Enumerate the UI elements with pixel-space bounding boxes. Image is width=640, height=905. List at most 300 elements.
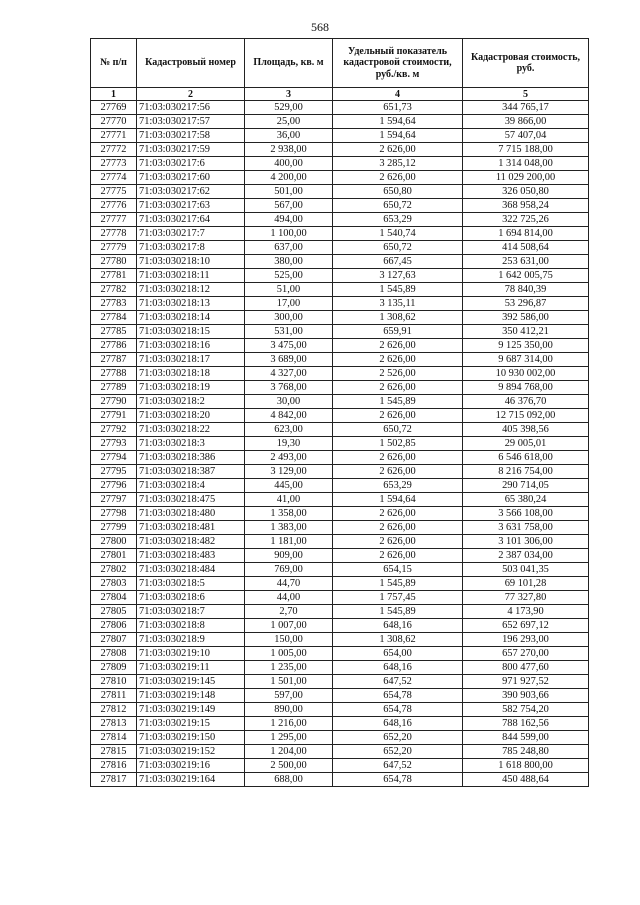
cell-row-number: 27813: [91, 717, 137, 731]
cell-row-number: 27817: [91, 773, 137, 787]
cell-row-number: 27776: [91, 199, 137, 213]
cell-cadastral-number: 71:03:030218:11: [137, 269, 245, 283]
cell-cadastral-number: 71:03:030218:481: [137, 521, 245, 535]
cell-cost: 652 697,12: [463, 619, 589, 633]
cell-area: 3 475,00: [245, 339, 333, 353]
cell-area: 44,00: [245, 591, 333, 605]
cell-cadastral-number: 71:03:030219:16: [137, 759, 245, 773]
cell-rate: 1 540,74: [333, 227, 463, 241]
cell-row-number: 27800: [91, 535, 137, 549]
cell-area: 1 216,00: [245, 717, 333, 731]
cell-area: 300,00: [245, 311, 333, 325]
cell-row-number: 27801: [91, 549, 137, 563]
cell-row-number: 27779: [91, 241, 137, 255]
table-row: [91, 731, 589, 745]
cell-row-number: 27789: [91, 381, 137, 395]
cell-area: 41,00: [245, 493, 333, 507]
table-row: [91, 535, 589, 549]
cell-rate: 653,29: [333, 213, 463, 227]
cell-cost: 503 041,35: [463, 563, 589, 577]
cell-area: 150,00: [245, 633, 333, 647]
cell-cadastral-number: 71:03:030217:64: [137, 213, 245, 227]
cell-row-number: 27770: [91, 115, 137, 129]
cell-row-number: 27775: [91, 185, 137, 199]
cell-cost: 326 050,80: [463, 185, 589, 199]
cell-cost: 69 101,28: [463, 577, 589, 591]
cell-row-number: 27799: [91, 521, 137, 535]
cell-rate: 650,72: [333, 423, 463, 437]
cell-cost: 6 546 618,00: [463, 451, 589, 465]
cell-cost: 9 687 314,00: [463, 353, 589, 367]
cell-cost: 253 631,00: [463, 255, 589, 269]
cell-area: 2 938,00: [245, 143, 333, 157]
cell-rate: 2 626,00: [333, 409, 463, 423]
cell-row-number: 27771: [91, 129, 137, 143]
cell-cost: 1 314 048,00: [463, 157, 589, 171]
cell-cost: 582 754,20: [463, 703, 589, 717]
cell-cadastral-number: 71:03:030219:149: [137, 703, 245, 717]
cell-cadastral-number: 71:03:030218:7: [137, 605, 245, 619]
cell-rate: 1 502,85: [333, 437, 463, 451]
cell-cadastral-number: 71:03:030219:150: [137, 731, 245, 745]
cell-cost: 1 618 800,00: [463, 759, 589, 773]
header-rate: Удельный показатель кадастровой стоимости, руб./кв. м: [333, 39, 463, 88]
cell-area: 1 007,00: [245, 619, 333, 633]
cell-rate: 652,20: [333, 731, 463, 745]
cell-cadastral-number: 71:03:030217:8: [137, 241, 245, 255]
cell-area: 909,00: [245, 549, 333, 563]
cell-row-number: 27780: [91, 255, 137, 269]
cell-cost: 8 216 754,00: [463, 465, 589, 479]
cell-rate: 2 626,00: [333, 143, 463, 157]
cell-row-number: 27782: [91, 283, 137, 297]
cell-rate: 650,72: [333, 199, 463, 213]
cell-cost: 657 270,00: [463, 647, 589, 661]
cell-cadastral-number: 71:03:030219:164: [137, 773, 245, 787]
cell-cadastral-number: 71:03:030218:17: [137, 353, 245, 367]
cell-row-number: 27814: [91, 731, 137, 745]
cell-cadastral-number: 71:03:030219:148: [137, 689, 245, 703]
cell-cost: 39 866,00: [463, 115, 589, 129]
cell-row-number: 27808: [91, 647, 137, 661]
cell-row-number: 27812: [91, 703, 137, 717]
cell-row-number: 27816: [91, 759, 137, 773]
cell-cadastral-number: 71:03:030218:8: [137, 619, 245, 633]
cell-rate: 3 285,12: [333, 157, 463, 171]
cell-rate: 2 626,00: [333, 521, 463, 535]
cell-area: 1 295,00: [245, 731, 333, 745]
cell-rate: 2 626,00: [333, 535, 463, 549]
cell-cadastral-number: 71:03:030218:483: [137, 549, 245, 563]
cell-cadastral-number: 71:03:030218:22: [137, 423, 245, 437]
cell-rate: 651,73: [333, 101, 463, 115]
table-row: [91, 605, 589, 619]
table-row: [91, 409, 589, 423]
table-row: [91, 213, 589, 227]
cell-row-number: 27802: [91, 563, 137, 577]
cell-cost: 800 477,60: [463, 661, 589, 675]
column-number: 4: [333, 88, 463, 101]
cell-area: 531,00: [245, 325, 333, 339]
cell-area: 2,70: [245, 605, 333, 619]
cell-cost: 290 714,05: [463, 479, 589, 493]
cell-area: 4 200,00: [245, 171, 333, 185]
table-row: [91, 311, 589, 325]
cell-rate: 2 526,00: [333, 367, 463, 381]
table-row: [91, 619, 589, 633]
table-row: [91, 745, 589, 759]
cell-area: 688,00: [245, 773, 333, 787]
cell-row-number: 27781: [91, 269, 137, 283]
cell-cost: 450 488,64: [463, 773, 589, 787]
cell-rate: 1 757,45: [333, 591, 463, 605]
cell-row-number: 27810: [91, 675, 137, 689]
cell-cadastral-number: 71:03:030219:11: [137, 661, 245, 675]
cell-rate: 654,00: [333, 647, 463, 661]
table-row: [91, 353, 589, 367]
table-row: [91, 199, 589, 213]
cell-cost: 2 387 034,00: [463, 549, 589, 563]
cell-area: 3 689,00: [245, 353, 333, 367]
cell-row-number: 27783: [91, 297, 137, 311]
cell-area: 17,00: [245, 297, 333, 311]
table-row: [91, 451, 589, 465]
cell-cost: 1 642 005,75: [463, 269, 589, 283]
cell-cost: 65 380,24: [463, 493, 589, 507]
cell-area: 597,00: [245, 689, 333, 703]
cell-cost: 78 840,39: [463, 283, 589, 297]
cell-rate: 2 626,00: [333, 465, 463, 479]
table-row: [91, 437, 589, 451]
cell-cost: 1 694 814,00: [463, 227, 589, 241]
table-row: [91, 521, 589, 535]
cell-row-number: 27809: [91, 661, 137, 675]
cell-cost: 10 930 002,00: [463, 367, 589, 381]
cell-cadastral-number: 71:03:030219:10: [137, 647, 245, 661]
table-row: [91, 549, 589, 563]
cell-row-number: 27795: [91, 465, 137, 479]
cell-row-number: 27807: [91, 633, 137, 647]
cell-cost: 9 125 350,00: [463, 339, 589, 353]
cell-area: 3 768,00: [245, 381, 333, 395]
table-row: [91, 703, 589, 717]
cell-area: 36,00: [245, 129, 333, 143]
cell-cost: 11 029 200,00: [463, 171, 589, 185]
header-cost: Кадастровая стоимость, руб.: [463, 39, 589, 88]
cell-area: 1 181,00: [245, 535, 333, 549]
cell-row-number: 27815: [91, 745, 137, 759]
cell-cost: 57 407,04: [463, 129, 589, 143]
page-number: 568: [311, 20, 329, 34]
cell-row-number: 27778: [91, 227, 137, 241]
cell-cadastral-number: 71:03:030217:62: [137, 185, 245, 199]
cell-rate: 1 545,89: [333, 605, 463, 619]
cell-row-number: 27798: [91, 507, 137, 521]
cell-row-number: 27786: [91, 339, 137, 353]
cell-cost: 350 412,21: [463, 325, 589, 339]
cell-area: 1 358,00: [245, 507, 333, 521]
cell-area: 1 501,00: [245, 675, 333, 689]
cell-area: 494,00: [245, 213, 333, 227]
cell-rate: 650,80: [333, 185, 463, 199]
cell-area: 380,00: [245, 255, 333, 269]
cell-cadastral-number: 71:03:030218:16: [137, 339, 245, 353]
cell-cadastral-number: 71:03:030218:2: [137, 395, 245, 409]
cell-cadastral-number: 71:03:030218:6: [137, 591, 245, 605]
cell-row-number: 27774: [91, 171, 137, 185]
cell-rate: 654,15: [333, 563, 463, 577]
cell-cost: 4 173,90: [463, 605, 589, 619]
cell-cadastral-number: 71:03:030217:6: [137, 157, 245, 171]
cell-rate: 2 626,00: [333, 339, 463, 353]
cell-rate: 653,29: [333, 479, 463, 493]
cell-cadastral-number: 71:03:030217:57: [137, 115, 245, 129]
cell-rate: 1 594,64: [333, 115, 463, 129]
cell-cadastral-number: 71:03:030217:56: [137, 101, 245, 115]
cell-cost: 322 725,26: [463, 213, 589, 227]
cell-cadastral-number: 71:03:030218:19: [137, 381, 245, 395]
cell-cadastral-number: 71:03:030218:14: [137, 311, 245, 325]
cell-row-number: 27788: [91, 367, 137, 381]
cell-cadastral-number: 71:03:030218:18: [137, 367, 245, 381]
cell-cadastral-number: 71:03:030218:9: [137, 633, 245, 647]
cell-cost: 3 631 758,00: [463, 521, 589, 535]
table-row: [91, 675, 589, 689]
cell-area: 637,00: [245, 241, 333, 255]
table-row: [91, 283, 589, 297]
cell-cadastral-number: 71:03:030219:145: [137, 675, 245, 689]
cell-row-number: 27797: [91, 493, 137, 507]
cell-rate: 3 135,11: [333, 297, 463, 311]
cell-cadastral-number: 71:03:030218:12: [137, 283, 245, 297]
table-row: [91, 395, 589, 409]
cell-area: 890,00: [245, 703, 333, 717]
cell-rate: 652,20: [333, 745, 463, 759]
cell-cost: 53 296,87: [463, 297, 589, 311]
cell-cadastral-number: 71:03:030217:63: [137, 199, 245, 213]
cell-rate: 650,72: [333, 241, 463, 255]
column-number-row: [91, 88, 589, 101]
cell-area: 19,30: [245, 437, 333, 451]
cell-area: 400,00: [245, 157, 333, 171]
cadastral-value-table: [90, 38, 589, 787]
cell-area: 30,00: [245, 395, 333, 409]
cell-cost: 77 327,80: [463, 591, 589, 605]
cell-cost: 392 586,00: [463, 311, 589, 325]
cell-area: 1 235,00: [245, 661, 333, 675]
header-cadastral-number: Кадастровый номер: [137, 39, 245, 88]
cell-cadastral-number: 71:03:030218:3: [137, 437, 245, 451]
table-row: [91, 591, 589, 605]
cell-row-number: 27806: [91, 619, 137, 633]
cell-rate: 1 545,89: [333, 283, 463, 297]
cell-area: 25,00: [245, 115, 333, 129]
cell-cadastral-number: 71:03:030217:58: [137, 129, 245, 143]
table-row: [91, 367, 589, 381]
table-row: [91, 759, 589, 773]
cell-cadastral-number: 71:03:030218:386: [137, 451, 245, 465]
cell-row-number: 27784: [91, 311, 137, 325]
cell-cost: 785 248,80: [463, 745, 589, 759]
table-row: [91, 185, 589, 199]
cell-rate: 659,91: [333, 325, 463, 339]
cell-cadastral-number: 71:03:030217:59: [137, 143, 245, 157]
cell-rate: 1 545,89: [333, 395, 463, 409]
cell-area: 1 005,00: [245, 647, 333, 661]
cell-cadastral-number: 71:03:030218:482: [137, 535, 245, 549]
table-row: [91, 255, 589, 269]
cell-area: 51,00: [245, 283, 333, 297]
cell-area: 4 842,00: [245, 409, 333, 423]
cell-cadastral-number: 71:03:030217:7: [137, 227, 245, 241]
cell-area: 529,00: [245, 101, 333, 115]
table-row: [91, 493, 589, 507]
table-row: [91, 423, 589, 437]
cell-cadastral-number: 71:03:030218:387: [137, 465, 245, 479]
cell-rate: 1 308,62: [333, 633, 463, 647]
table-row: [91, 129, 589, 143]
column-number: 3: [245, 88, 333, 101]
cell-row-number: 27787: [91, 353, 137, 367]
table-row: [91, 101, 589, 115]
cell-row-number: 27791: [91, 409, 137, 423]
cell-area: 2 500,00: [245, 759, 333, 773]
cell-cost: 344 765,17: [463, 101, 589, 115]
table-row: [91, 325, 589, 339]
table-row: [91, 157, 589, 171]
table-row: [91, 647, 589, 661]
cell-cadastral-number: 71:03:030218:20: [137, 409, 245, 423]
header-area: Площадь, кв. м: [245, 39, 333, 88]
cell-rate: 2 626,00: [333, 353, 463, 367]
cell-row-number: 27772: [91, 143, 137, 157]
cell-cadastral-number: 71:03:030218:475: [137, 493, 245, 507]
cell-row-number: 27773: [91, 157, 137, 171]
cell-rate: 2 626,00: [333, 507, 463, 521]
cell-row-number: 27811: [91, 689, 137, 703]
table-row: [91, 479, 589, 493]
table-row: [91, 563, 589, 577]
table-header-row: [91, 39, 589, 88]
cell-cost: 971 927,52: [463, 675, 589, 689]
cell-cost: 3 101 306,00: [463, 535, 589, 549]
cell-row-number: 27803: [91, 577, 137, 591]
cell-rate: 647,52: [333, 759, 463, 773]
cell-row-number: 27793: [91, 437, 137, 451]
cell-cost: 788 162,56: [463, 717, 589, 731]
table-row: [91, 241, 589, 255]
cell-row-number: 27794: [91, 451, 137, 465]
cell-cost: 414 508,64: [463, 241, 589, 255]
cell-area: 3 129,00: [245, 465, 333, 479]
table-row: [91, 269, 589, 283]
cell-rate: 3 127,63: [333, 269, 463, 283]
cell-rate: 2 626,00: [333, 451, 463, 465]
table-row: [91, 143, 589, 157]
table-row: [91, 507, 589, 521]
cell-area: 445,00: [245, 479, 333, 493]
table-row: [91, 717, 589, 731]
table-row: [91, 689, 589, 703]
cell-cost: 7 715 188,00: [463, 143, 589, 157]
cell-row-number: 27777: [91, 213, 137, 227]
table-row: [91, 773, 589, 787]
cell-cost: 46 376,70: [463, 395, 589, 409]
cell-area: 1 383,00: [245, 521, 333, 535]
cell-area: 1 100,00: [245, 227, 333, 241]
table-row: [91, 227, 589, 241]
cell-rate: 667,45: [333, 255, 463, 269]
table-row: [91, 115, 589, 129]
column-number: 1: [91, 88, 137, 101]
cell-rate: 1 545,89: [333, 577, 463, 591]
cell-cost: 196 293,00: [463, 633, 589, 647]
cell-cadastral-number: 71:03:030218:10: [137, 255, 245, 269]
cell-cost: 390 903,66: [463, 689, 589, 703]
cell-cost: 29 005,01: [463, 437, 589, 451]
cell-row-number: 27805: [91, 605, 137, 619]
table-row: [91, 339, 589, 353]
cell-area: 44,70: [245, 577, 333, 591]
cell-area: 2 493,00: [245, 451, 333, 465]
cell-cost: 368 958,24: [463, 199, 589, 213]
cell-cost: 3 566 108,00: [463, 507, 589, 521]
cell-rate: 648,16: [333, 661, 463, 675]
cell-rate: 654,78: [333, 689, 463, 703]
cell-row-number: 27796: [91, 479, 137, 493]
cell-cost: 9 894 768,00: [463, 381, 589, 395]
cell-rate: 654,78: [333, 773, 463, 787]
table-row: [91, 661, 589, 675]
cell-rate: 2 626,00: [333, 381, 463, 395]
cell-cost: 12 715 092,00: [463, 409, 589, 423]
column-number: 2: [137, 88, 245, 101]
column-number: 5: [463, 88, 589, 101]
cell-row-number: 27785: [91, 325, 137, 339]
cell-rate: 2 626,00: [333, 171, 463, 185]
cell-cost: 844 599,00: [463, 731, 589, 745]
cell-area: 4 327,00: [245, 367, 333, 381]
cell-rate: 2 626,00: [333, 549, 463, 563]
cell-row-number: 27804: [91, 591, 137, 605]
cell-rate: 1 308,62: [333, 311, 463, 325]
cell-area: 1 204,00: [245, 745, 333, 759]
cell-cadastral-number: 71:03:030218:480: [137, 507, 245, 521]
table-row: [91, 465, 589, 479]
cell-rate: 647,52: [333, 675, 463, 689]
cell-rate: 648,16: [333, 619, 463, 633]
cell-cadastral-number: 71:03:030218:4: [137, 479, 245, 493]
cell-cadastral-number: 71:03:030218:484: [137, 563, 245, 577]
cell-area: 501,00: [245, 185, 333, 199]
cell-area: 567,00: [245, 199, 333, 213]
cell-rate: 1 594,64: [333, 129, 463, 143]
cell-area: 623,00: [245, 423, 333, 437]
cell-row-number: 27792: [91, 423, 137, 437]
table-row: [91, 171, 589, 185]
cell-cadastral-number: 71:03:030218:15: [137, 325, 245, 339]
table-row: [91, 381, 589, 395]
header-num: № п/п: [91, 39, 137, 88]
cell-row-number: 27769: [91, 101, 137, 115]
cell-rate: 1 594,64: [333, 493, 463, 507]
cell-area: 769,00: [245, 563, 333, 577]
table-row: [91, 577, 589, 591]
cell-area: 525,00: [245, 269, 333, 283]
cell-row-number: 27790: [91, 395, 137, 409]
cell-rate: 648,16: [333, 717, 463, 731]
cell-cadastral-number: 71:03:030217:60: [137, 171, 245, 185]
